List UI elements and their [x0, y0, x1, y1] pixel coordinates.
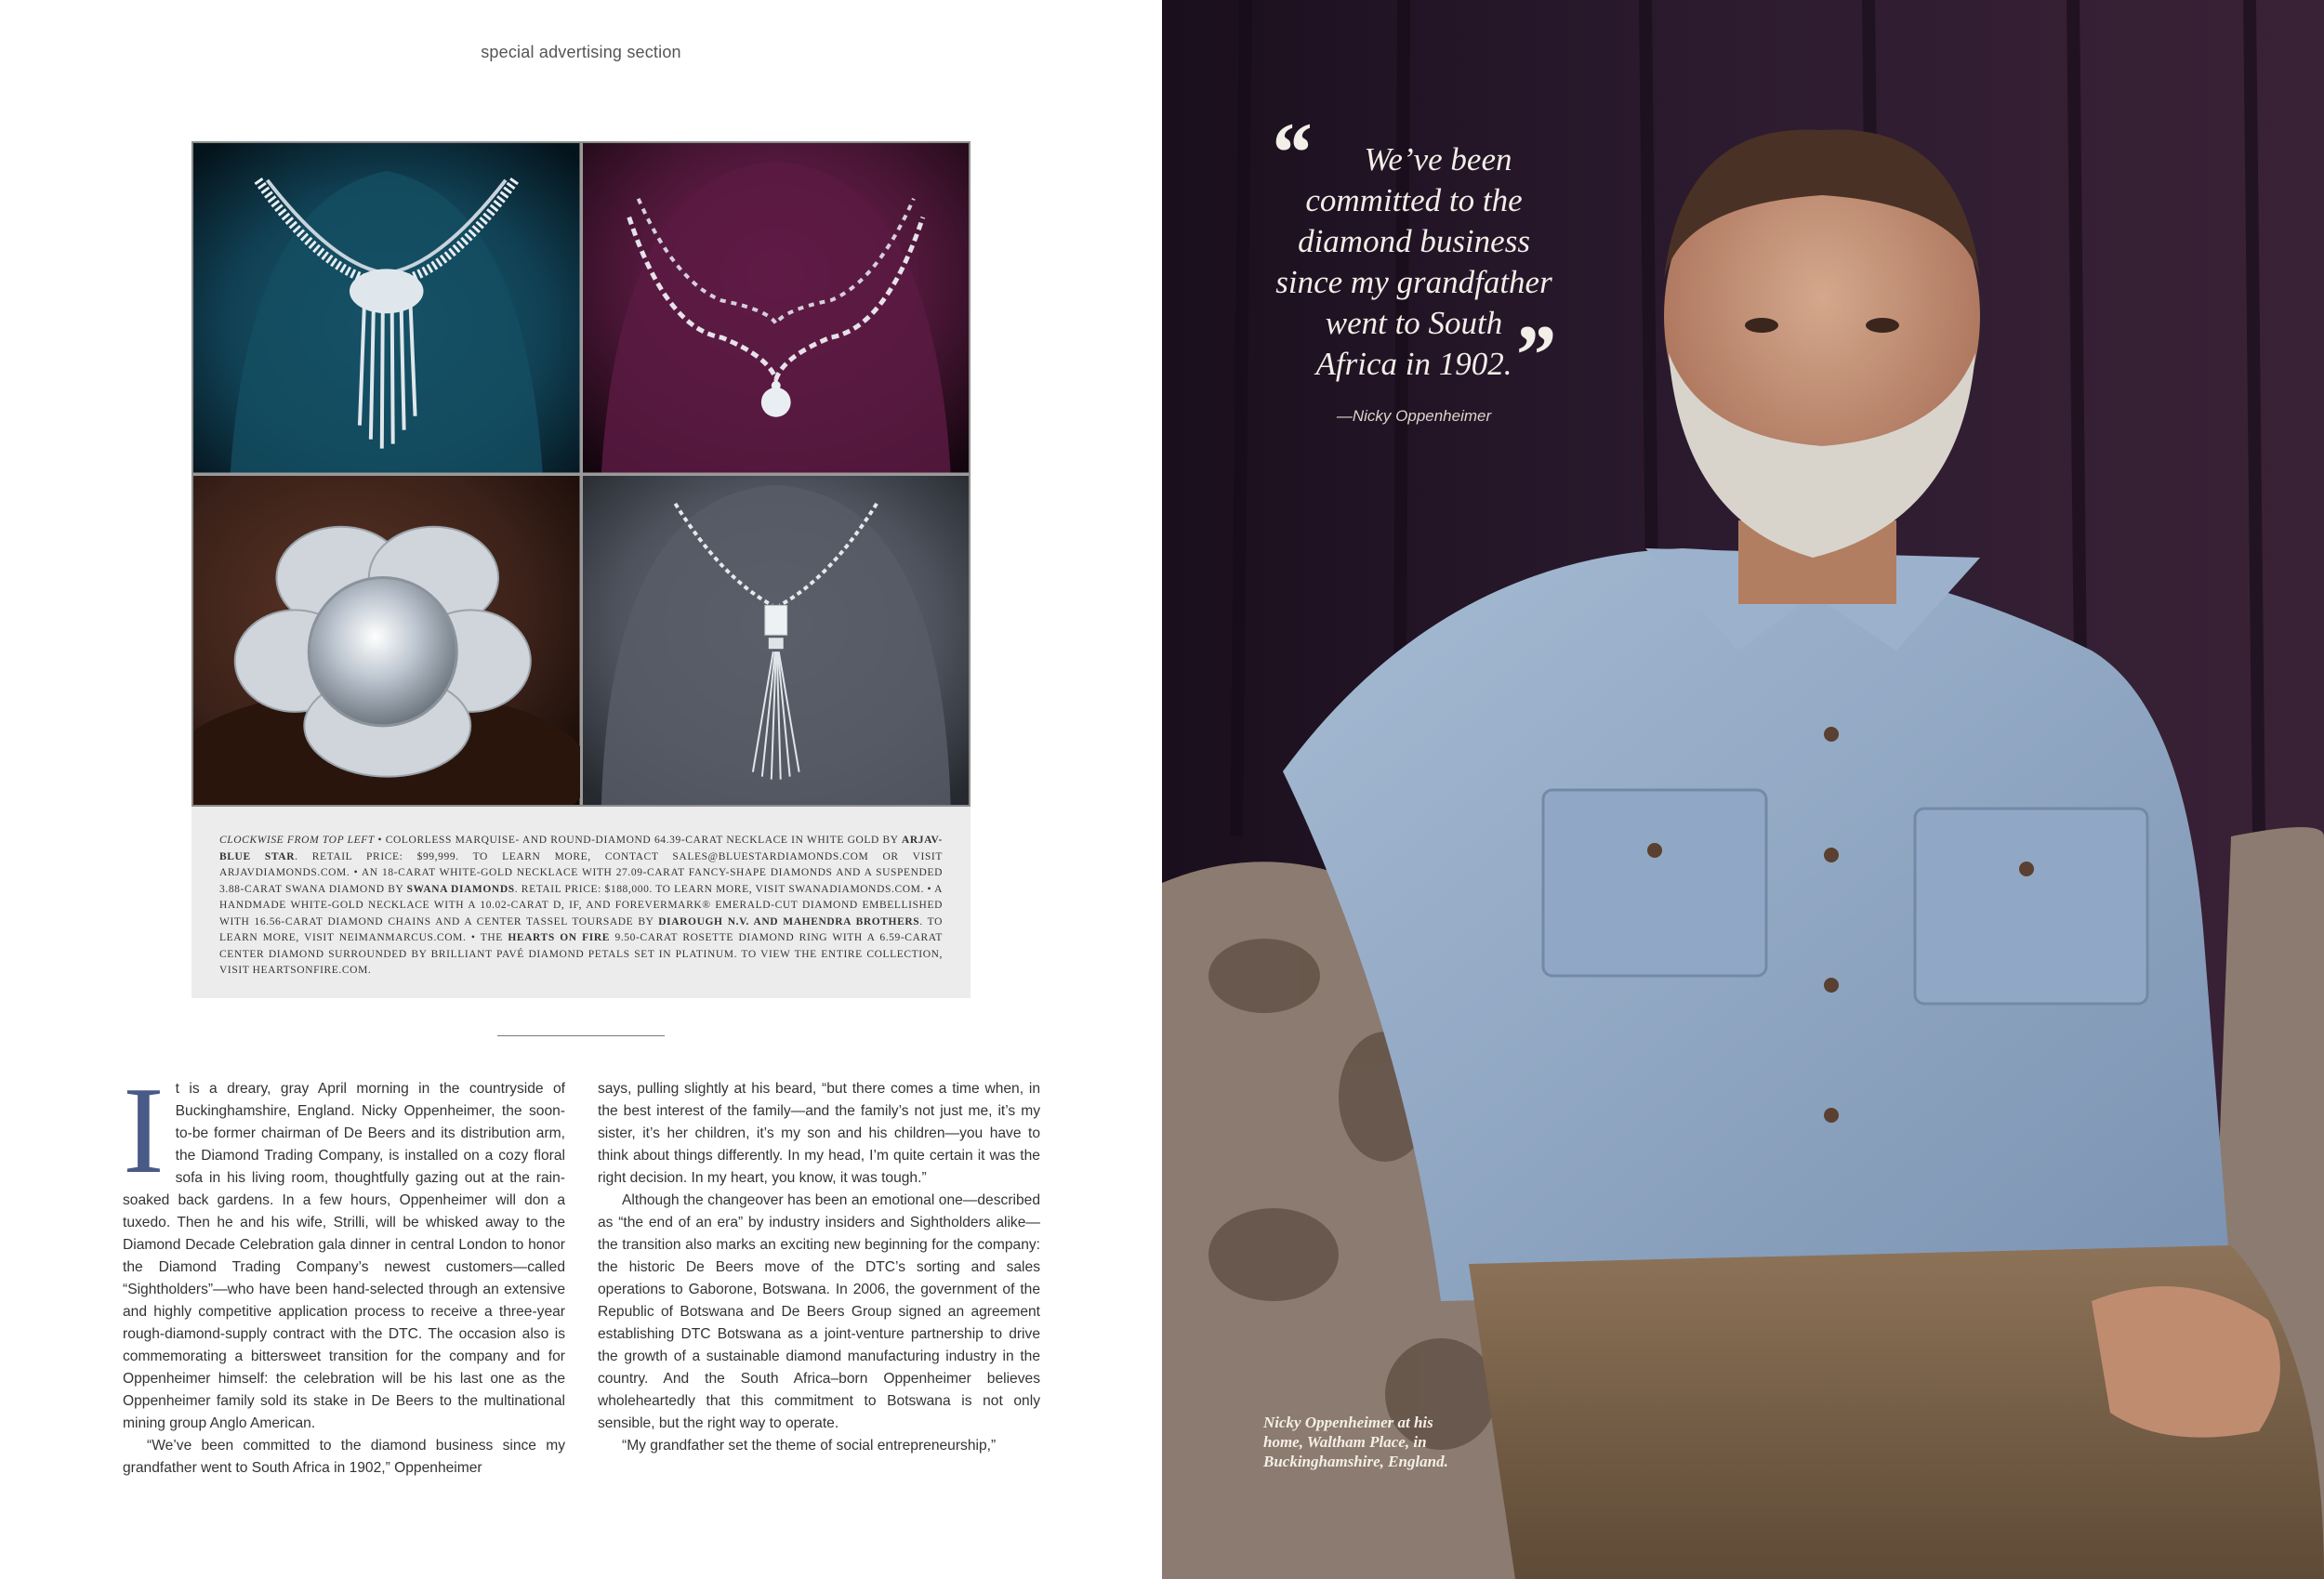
article-text: t is a dreary, gray April morning in the countryside of Buckinghamshire, England. Nicky Oppenheimer, the soon-to-be former chairman of De Beers and its distribution arm, the Diamond Trading Company, is installed on a cozy floral sofa in his living room, thoughtfully gazing out at the rain-soaked back gardens. In a few hours, Oppenheimer will don a tuxedo. Then he and his wife, Strilli, will be whisked away to the Diamond Decade Celebration gala dinner in central London to honor the Diamond Trading Company’s newest customers—called “Sightholders”—who have been hand-selected through an extensive and highly competitive application process to receive a three-year rough-diamond-supply contract with the DTC. The occasion also is commemorating a bittersweet transition for the company and for Oppenheimer himself: the celebration will be his last one as the Oppenheimer family sold its stake in De Beers to the multinational mining group Anglo American. — [123, 1081, 565, 1431]
caption-brand: DIAROUGH N.V. AND MAHENDRA BROTHERS — [658, 915, 920, 928]
quote-open-mark: “ — [1268, 105, 1311, 200]
caption-text: . RETAIL PRICE: $99,999. TO LEARN MORE, CONTACT SALES@BLUESTARDIAMONDS.COM OR VISIT ARJAVDIAMONDS.COM. • AN 18-CARAT WHITE-GOLD NECKLACE WITH 27.09-CARAT FANCY-SHAPE DIAMONDS AND A SUSPENDED 3.88-CARAT SWANA DIAMOND BY — [219, 850, 943, 895]
caption-text: . RETAIL PRICE: $188,000. TO LEARN MORE, VISIT SWANADIAMONDS.COM. • A HANDMADE WHITE-GOLD NECKLACE WITH A 10.02-CARAT D, IF, AND FOREVERMARK® EMERALD-CUT DIAMOND EMBELLISHED WITH 16.56-CARAT DIAMOND CHAINS AND A CENTER TASSEL TOURSADE BY — [219, 883, 943, 928]
portrait-caption-line: Buckinghamshire, England. — [1263, 1453, 1448, 1470]
caption-text: 9.50-CARAT ROSETTE DIAMOND RING WITH A 6.59-CARAT CENTER DIAMOND SURROUNDED BY BRILLIANT PAVÉ DIAMOND PETALS SET IN PLATINUM. TO VIEW THE ENTIRE COLLECTION, VISIT HEARTSONFIRE.COM. — [219, 932, 944, 976]
photo-necklace-tassel — [583, 476, 970, 806]
article-column-1 — [123, 1061, 565, 1480]
pull-quote-line: We’ve been — [1364, 141, 1512, 178]
article-paragraph: “We’ve been committed to the diamond business since my grandfather went to South Africa in 1902,” Oppenheimer — [123, 1438, 565, 1476]
caption-brand: HEARTS ON FIRE — [508, 932, 611, 943]
caption-lead: CLOCKWISE FROM TOP LEFT — [219, 835, 375, 846]
jewelry-caption — [191, 807, 971, 998]
article-paragraph: “My grandfather set the theme of social entrepreneurship,” — [622, 1438, 997, 1454]
section-header: special advertising section — [481, 43, 681, 61]
caption-brand: ARJAV-BLUE STAR — [219, 835, 943, 862]
jewelry-photo-grid — [191, 141, 971, 807]
portrait-caption-line: Nicky Oppenheimer at his — [1263, 1414, 1433, 1431]
pull-quote-line: committed to the — [1305, 182, 1523, 218]
caption-text: • COLORLESS MARQUISE- AND ROUND-DIAMOND 64.39-CARAT NECKLACE IN WHITE GOLD BY — [374, 835, 902, 846]
caption-brand: SWANA DIAMONDS — [406, 883, 515, 895]
photo-ring-rosette — [193, 476, 580, 806]
dropcap: I — [123, 1061, 165, 1199]
right-page — [1162, 0, 2324, 1579]
article-paragraph — [123, 1061, 565, 1435]
portrait-caption — [1263, 1413, 1496, 1471]
article-column-2 — [598, 1078, 1040, 1457]
quote-close-mark: ” — [1512, 308, 1554, 402]
caption-text: . TO LEARN MORE, VISIT NEIMANMARCUS.COM. • THE — [219, 915, 943, 943]
article-paragraph: says, pulling slightly at his beard, “but there comes a time when, in the best interest of the family—and the family’s not just me, it’s my sister, it’s her children, it’s my son and his children—you have to think about things differently. In my head, I’m quite certain it was the right decision. In my heart, you know, it was tough.” — [598, 1081, 1040, 1186]
pull-quote-line: went to South — [1325, 305, 1503, 341]
divider-rule — [497, 1035, 665, 1036]
pull-quote-line: Africa in 1902. — [1315, 346, 1512, 382]
photo-necklace-purple — [583, 143, 970, 473]
portrait-caption-line: home, Waltham Place, in — [1263, 1433, 1427, 1451]
article-paragraph: Although the changeover has been an emotional one—described as “the end of an era” by industry insiders and Sightholders alike—the transition also marks an exciting new beginning for the company: the historic De Beers move of the DTC’s sorting and sales operations to Gaborone, Botswana. In 2006, the government of the Republic of Botswana and De Beers Group signed an agreement establishing DTC Botswana as a joint-venture partnership to drive the growth of a sustainable diamond manufacturing industry in the country. And the South Africa–born Oppenheimer believes wholeheartedly that this commitment to Botswana is not only sensible, but the right way to operate. — [598, 1192, 1040, 1431]
pull-quote-line: since my grandfather — [1275, 264, 1552, 300]
pull-quote-line: diamond business — [1298, 223, 1530, 259]
photo-necklace-teal — [193, 143, 580, 473]
quote-attribution: —Nicky Oppenheimer — [1336, 407, 1492, 425]
